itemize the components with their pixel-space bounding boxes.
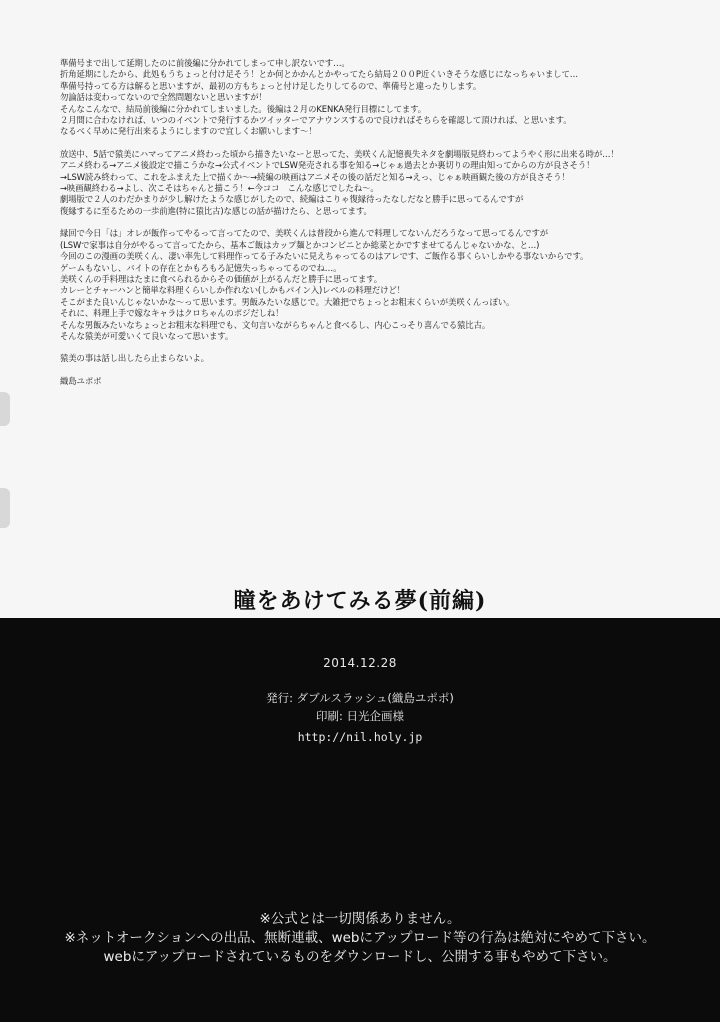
notice-line: ※ネットオークションへの出品、無断連載、webにアップロード等の行為は絶対にやめて下さい。 [64, 930, 656, 946]
page-edge-mark [0, 488, 10, 528]
afterword-paragraph-1 [60, 58, 660, 138]
text-line: 美咲くんの手料理はたまに食べられるからその価値が上がるんだと勝手に思ってます。 [60, 273, 383, 284]
text-line: アニメ終わる→アニメ後設定で描こうかな→公式イベントでLSW発売される事を知る→じゃぁ過去とか裏切りの理由知ってからの方が良さそう！ [60, 160, 595, 171]
text-line: 今回のこの漫画の美咲くん、凄い率先して料理作ってる子みたいに見えちゃってるのはアレです、ご飯作る事くらいしかやる事ないからです。 [60, 251, 589, 262]
text-line: それに、料理上手で嫁なキャラはクロちゃんのポジだしね！ [60, 308, 284, 319]
text-line: 劇場版で２人のわだかまりが少し解けたような感じがしたので、続編はこりゃ復縁待ったなしだなと勝手に思ってるんですが [60, 194, 524, 205]
publisher-line: 発行: ダブルスラッシュ(織島ユポポ) [266, 691, 454, 705]
printer-line: 印刷: 日光企画様 [315, 709, 405, 723]
afterword-paragraph-2 [60, 149, 660, 217]
notice-line: webにアップロードされているものをダウンロードし、公開する事もやめて下さい。 [103, 949, 617, 965]
publication-date: 2014.12.28 [323, 656, 397, 670]
text-line: そこがまた良いんじゃないかな～って思います。男飯みたいな感じで。大雑把でちょっとお粗末くらいが美咲くんっぽい。 [60, 296, 515, 307]
text-line: 復縁するに至るための一歩前進(特に猿比古)な感じの話が描けたら、と思ってます。 [60, 205, 372, 216]
website-url: http://nil.holy.jp [297, 730, 423, 744]
text-line: →LSW読み終わって、これをふまえた上で描くか～→続編の映画はアニメその後の話だと知る→えっ、じゃぁ映画観た後の方が良さそう！ [60, 171, 570, 182]
author-name: 織島ユポポ [60, 375, 102, 386]
text-line: →映画観終わる→よし、次こそはちゃんと描こう！←今ココ こんな感じでしたね～。 [60, 183, 379, 194]
text-line: 猿美の事は話し出したら止まらないよ。 [60, 353, 209, 364]
legal-notices [0, 910, 720, 967]
page-edge-mark [0, 392, 10, 426]
text-line: なるべく早めに発行出来るようにしますので宜しくお願いします～！ [60, 126, 317, 137]
colophon-section [0, 618, 720, 1022]
text-line: そんなこんなで、結局前後編に分かれてしまいました。後編は２月のKENKA発行目標にしてます。 [60, 103, 427, 114]
text-line: 勿論話は変わってないので全然問題ないと思いますが！ [60, 92, 267, 103]
text-line: ゲームもないし、バイトの存在とかもろもろ記憶失っちゃってるのでね…。 [60, 262, 342, 273]
text-line: 放送中、5話で猿美にハマってアニメ終わった頃から描きたいなーと思ってた、美咲くん記憶喪失ネタを劇場版見終わってようやく形に出来る時が…！ [60, 148, 619, 159]
text-line: そんな猿美が可愛いくて良いなって思います。 [60, 330, 234, 341]
text-line: そんな男飯みたいなちょっとお粗末な料理でも、文句言いながらちゃんと食べるし、内心こっそり喜んでる猿比古。 [60, 319, 491, 330]
book-title: 瞳をあけてみる夢(前編) [233, 588, 487, 614]
afterword-closing [60, 353, 660, 364]
text-line: (LSWで家事は自分がやるって言ってたから、基本ご飯はカップ麺とかコンビニとか総菜とかですませてるんじゃないかな、と…) [60, 239, 540, 250]
afterword-text [60, 58, 660, 398]
afterword-paragraph-3 [60, 228, 660, 342]
text-line: カレーとチャーハンと簡単な料理くらいしか作れない(しかもパイン入)レベルの料理だけど！ [60, 285, 405, 296]
notice-line: ※公式とは一切関係ありません。 [259, 911, 461, 927]
text-line: 準備号まで出して延期したのに前後編に分かれてしまって申し訳ないです…。 [60, 58, 350, 68]
text-line: ２月間に合わなければ、いつのイベントで発行するかツイッターでアナウンスするので良ければそちらを確認して頂ければ、と思います。 [60, 115, 572, 126]
text-line: 準備号持ってる方は解ると思いますが、最初の方もちょっと付け足したりしてるので、準備号と違ったりします。 [60, 80, 482, 91]
text-line: 折角延期にしたから、此処もうちょっと付け足そう！とか何とかかんとかやってたら結局２００P近くいきそうな感じになっちゃいまして… [60, 69, 578, 80]
author-signature [60, 376, 660, 387]
text-line: 縁回で今日「は」オレが飯作ってやるって言ってたので、美咲くんは普段から進んで料理してないんだろうなって思ってるんですが [60, 228, 549, 239]
